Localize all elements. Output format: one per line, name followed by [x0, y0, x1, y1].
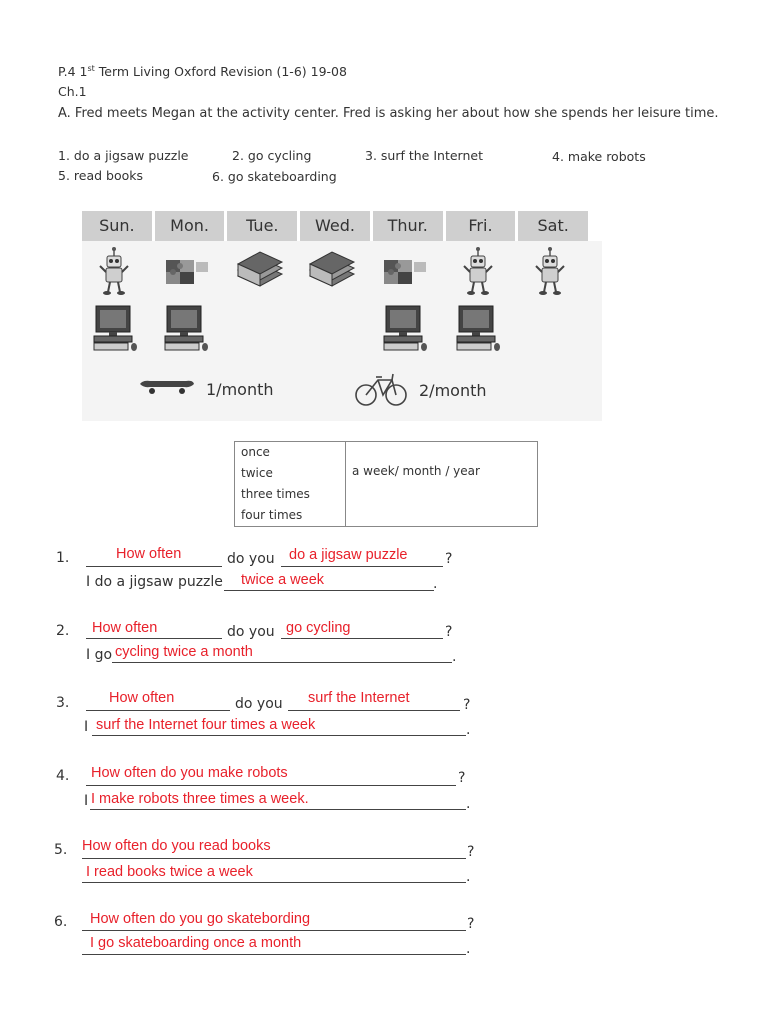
- question-4-number: 4.: [56, 768, 70, 784]
- chapter-label: Ch.1: [58, 84, 87, 99]
- schedule-icons: [0, 0, 768, 430]
- question-5-answer[interactable]: How often do you read books: [82, 838, 271, 854]
- question-1-number: 1.: [56, 550, 70, 566]
- question-6-number: 6.: [54, 914, 68, 930]
- computer-icon: [457, 306, 500, 351]
- question-mark: ?: [458, 770, 466, 786]
- answer-line: [112, 662, 452, 663]
- answer-line: [281, 566, 443, 567]
- question-3-number: 3.: [56, 695, 70, 711]
- activity-5: 5. read books: [58, 168, 144, 183]
- activity-2: 2. go cycling: [232, 148, 312, 163]
- question-2-answer-b[interactable]: go cycling: [286, 620, 351, 636]
- question-3-answer-a[interactable]: How often: [109, 690, 175, 706]
- freq-once: once: [241, 445, 270, 459]
- day-thur: Thur.: [373, 211, 443, 241]
- robot-icon: [100, 247, 128, 295]
- answer-line: [90, 809, 466, 810]
- day-wed: Wed.: [300, 211, 370, 241]
- books-icon: [238, 252, 282, 286]
- question-4-reply-answer[interactable]: I make robots three times a week.: [91, 791, 309, 807]
- question-mark: ?: [463, 697, 471, 713]
- period-mark: .: [433, 576, 438, 592]
- answer-line: [82, 930, 466, 931]
- answer-line: [281, 638, 443, 639]
- question-1-reply-answer[interactable]: twice a week: [241, 572, 325, 588]
- answer-line: [86, 638, 222, 639]
- question-5-reply-answer[interactable]: I read books twice a week: [86, 864, 253, 880]
- computer-icon: [94, 306, 137, 351]
- question-2-do-you: do you: [227, 624, 275, 640]
- skateboard-frequency: 1/month: [206, 380, 274, 399]
- question-3-reply-start: I: [84, 719, 89, 735]
- question-1-answer-a[interactable]: How often: [116, 546, 182, 562]
- activity-6: 6. go skateboarding: [212, 169, 337, 184]
- bicycle-icon: [356, 374, 406, 405]
- question-2-reply-start: I go: [86, 647, 113, 663]
- jigsaw-puzzle-icon: [384, 260, 426, 284]
- computer-icon: [384, 306, 427, 351]
- day-sun: Sun.: [82, 211, 152, 241]
- question-5-number: 5.: [54, 842, 68, 858]
- question-mark: ?: [467, 916, 475, 932]
- frequency-period-cell: a week/ month / year: [346, 442, 538, 527]
- question-mark: ?: [445, 551, 453, 567]
- question-4-reply-start: I: [84, 793, 89, 809]
- period-mark: .: [466, 941, 471, 957]
- answer-line: [82, 858, 466, 859]
- freq-three-times: three times: [241, 487, 310, 501]
- question-1-do-you: do you: [227, 551, 275, 567]
- jigsaw-puzzle-icon: [166, 260, 208, 284]
- question-2-answer-a[interactable]: How often: [92, 620, 158, 636]
- period-mark: .: [452, 649, 457, 665]
- worksheet-title: P.4 1st Term Living Oxford Revision (1-6) 19-08: [58, 64, 347, 80]
- day-fri: Fri.: [446, 211, 516, 241]
- question-1-reply-start: I do a jigsaw puzzle: [86, 574, 223, 590]
- skateboard-icon: [140, 381, 194, 394]
- question-3-do-you: do you: [235, 696, 283, 712]
- answer-line: [82, 882, 466, 883]
- question-2-number: 2.: [56, 623, 70, 639]
- day-tue: Tue.: [227, 211, 297, 241]
- answer-line: [92, 735, 466, 736]
- frequency-table: [234, 441, 538, 527]
- day-mon: Mon.: [155, 211, 225, 241]
- question-6-answer[interactable]: How often do you go skatebording: [90, 911, 311, 927]
- question-3-reply-answer[interactable]: surf the Internet four times a week: [96, 717, 316, 733]
- question-6-reply-answer[interactable]: I go skateboarding once a month: [90, 935, 302, 951]
- answer-line: [288, 710, 460, 711]
- robot-icon: [464, 247, 492, 295]
- books-icon: [310, 252, 354, 286]
- instruction-text: A. Fred meets Megan at the activity center. Fred is asking her about how she spends her leisure time.: [58, 106, 719, 121]
- freq-four-times: four times: [241, 508, 303, 522]
- bicycle-frequency: 2/month: [419, 381, 487, 400]
- question-mark: ?: [467, 844, 475, 860]
- question-mark: ?: [445, 624, 453, 640]
- day-sat: Sat.: [518, 211, 588, 241]
- activity-3: 3. surf the Internet: [365, 148, 483, 163]
- question-1-answer-b[interactable]: do a jigsaw puzzle: [289, 547, 408, 563]
- question-2-reply-answer[interactable]: cycling twice a month: [115, 644, 253, 660]
- answer-line: [82, 954, 466, 955]
- period-mark: .: [466, 796, 471, 812]
- question-3-answer-b[interactable]: surf the Internet: [308, 690, 410, 706]
- answer-line: [86, 785, 456, 786]
- freq-twice: twice: [241, 466, 273, 480]
- computer-icon: [165, 306, 208, 351]
- answer-line: [86, 566, 222, 567]
- robot-icon: [536, 247, 564, 295]
- answer-line: [224, 590, 434, 591]
- question-4-answer[interactable]: How often do you make robots: [91, 765, 288, 781]
- activity-1: 1. do a jigsaw puzzle: [58, 148, 189, 163]
- period-mark: .: [466, 869, 471, 885]
- activity-4: 4. make robots: [552, 149, 646, 164]
- frequency-words-cell: [235, 442, 346, 527]
- answer-line: [86, 710, 230, 711]
- period-mark: .: [466, 722, 471, 738]
